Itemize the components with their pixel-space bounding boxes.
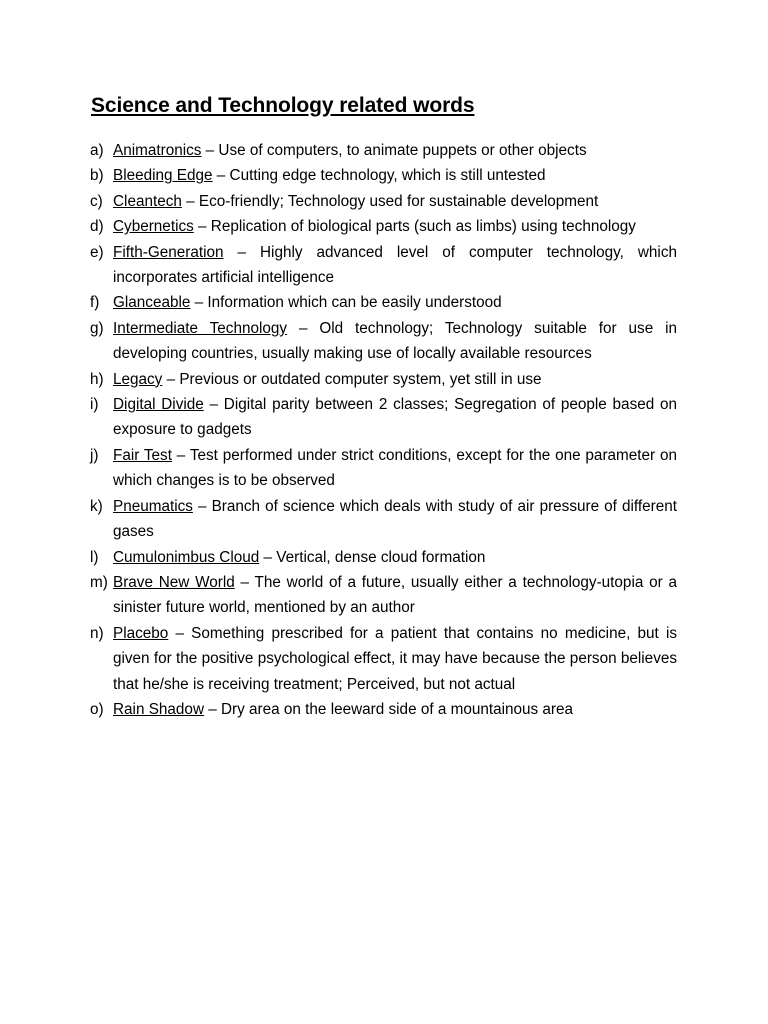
definition: – Information which can be easily understood bbox=[190, 294, 502, 312]
definition: – Highly advanced level of computer technology, which incorporates artificial intelligence bbox=[113, 243, 677, 287]
list-item-text bbox=[113, 290, 677, 315]
list-item-text bbox=[113, 138, 677, 163]
definition: – Something prescribed for a patient that contains no medicine, but is given for the positive psychological effect, it may have because the person believes that he/she is receiving treatment; Perceived, but not actual bbox=[113, 624, 677, 693]
definition: – Replication of biological parts (such as limbs) using technology bbox=[193, 218, 636, 236]
term: Animatronics bbox=[113, 142, 202, 159]
list-item-text bbox=[113, 240, 677, 291]
list-marker: b) bbox=[90, 167, 104, 185]
list-item-text bbox=[113, 494, 677, 545]
list-marker: h) bbox=[90, 370, 104, 388]
list-item bbox=[90, 163, 677, 188]
list-marker: d) bbox=[90, 218, 104, 236]
definition: – Previous or outdated computer system, yet still in use bbox=[162, 370, 542, 388]
list-marker: g) bbox=[90, 319, 104, 337]
definition: – Use of computers, to animate puppets or other objects bbox=[201, 142, 587, 159]
list-marker: n) bbox=[90, 624, 104, 642]
list-marker: m) bbox=[90, 573, 108, 591]
list-item bbox=[90, 443, 677, 494]
list-item bbox=[90, 570, 677, 621]
list-item bbox=[90, 494, 677, 545]
term: Fifth-Generation bbox=[113, 243, 224, 261]
list-item bbox=[90, 214, 677, 239]
list-item-text bbox=[113, 163, 677, 188]
term: Placebo bbox=[113, 624, 169, 642]
list-marker: e) bbox=[90, 243, 104, 261]
page-title: Science and Technology related words bbox=[91, 94, 475, 117]
term: Glanceable bbox=[113, 294, 191, 312]
term: Rain Shadow bbox=[113, 700, 204, 718]
list-item bbox=[90, 697, 677, 722]
definition: – The world of a future, usually either a technology-utopia or a sinister future world, mentioned by an author bbox=[113, 573, 677, 617]
list-marker: j) bbox=[90, 446, 99, 464]
list-marker: a) bbox=[90, 142, 104, 159]
list-item bbox=[90, 545, 677, 570]
definition: – Vertical, dense cloud formation bbox=[259, 548, 486, 566]
term: Cybernetics bbox=[113, 218, 194, 236]
term-list bbox=[90, 138, 677, 722]
list-item bbox=[90, 290, 677, 315]
list-item bbox=[90, 189, 677, 214]
list-item-text bbox=[113, 189, 677, 214]
list-item bbox=[90, 316, 677, 367]
term: Digital Divide bbox=[113, 396, 204, 414]
list-item bbox=[90, 392, 677, 443]
list-item bbox=[90, 367, 677, 392]
term: Intermediate Technology bbox=[113, 319, 288, 337]
definition: – Old technology; Technology suitable for use in developing countries, usually making use of locally available resources bbox=[113, 319, 678, 363]
list-item-text bbox=[113, 392, 677, 443]
list-item-text bbox=[113, 214, 677, 239]
term: Brave New World bbox=[113, 573, 235, 591]
list-marker: c) bbox=[90, 192, 103, 210]
definition: – Branch of science which deals with study of air pressure of different gases bbox=[113, 497, 677, 541]
list-item-text bbox=[113, 443, 677, 494]
list-item bbox=[90, 138, 677, 163]
term: Legacy bbox=[113, 370, 163, 388]
list-item bbox=[90, 240, 677, 291]
list-item-text bbox=[113, 367, 677, 392]
definition: – Eco-friendly; Technology used for sustainable development bbox=[181, 192, 599, 210]
list-item-text bbox=[113, 545, 677, 570]
definition: – Digital parity between 2 classes; Segregation of people based on exposure to gadgets bbox=[113, 396, 678, 439]
term: Fair Test bbox=[113, 446, 172, 464]
list-marker: f) bbox=[90, 294, 100, 312]
definition: – Test performed under strict conditions, except for the one parameter on which changes is to be observed bbox=[113, 446, 677, 490]
definition: – Cutting edge technology, which is still untested bbox=[212, 167, 546, 185]
list-marker: i) bbox=[90, 396, 99, 414]
list-item-text bbox=[113, 570, 677, 621]
list-item bbox=[90, 621, 677, 697]
definition: – Dry area on the leeward side of a mountainous area bbox=[204, 700, 574, 718]
list-item-text bbox=[113, 621, 677, 697]
term: Pneumatics bbox=[113, 497, 193, 515]
list-item-text bbox=[113, 697, 677, 722]
list-marker: k) bbox=[90, 497, 103, 515]
list-marker: o) bbox=[90, 700, 104, 718]
term: Cumulonimbus Cloud bbox=[113, 548, 260, 566]
list-item-text bbox=[113, 316, 677, 367]
term: Cleantech bbox=[113, 192, 182, 210]
list-marker: l) bbox=[90, 548, 99, 566]
term: Bleeding Edge bbox=[113, 167, 213, 185]
